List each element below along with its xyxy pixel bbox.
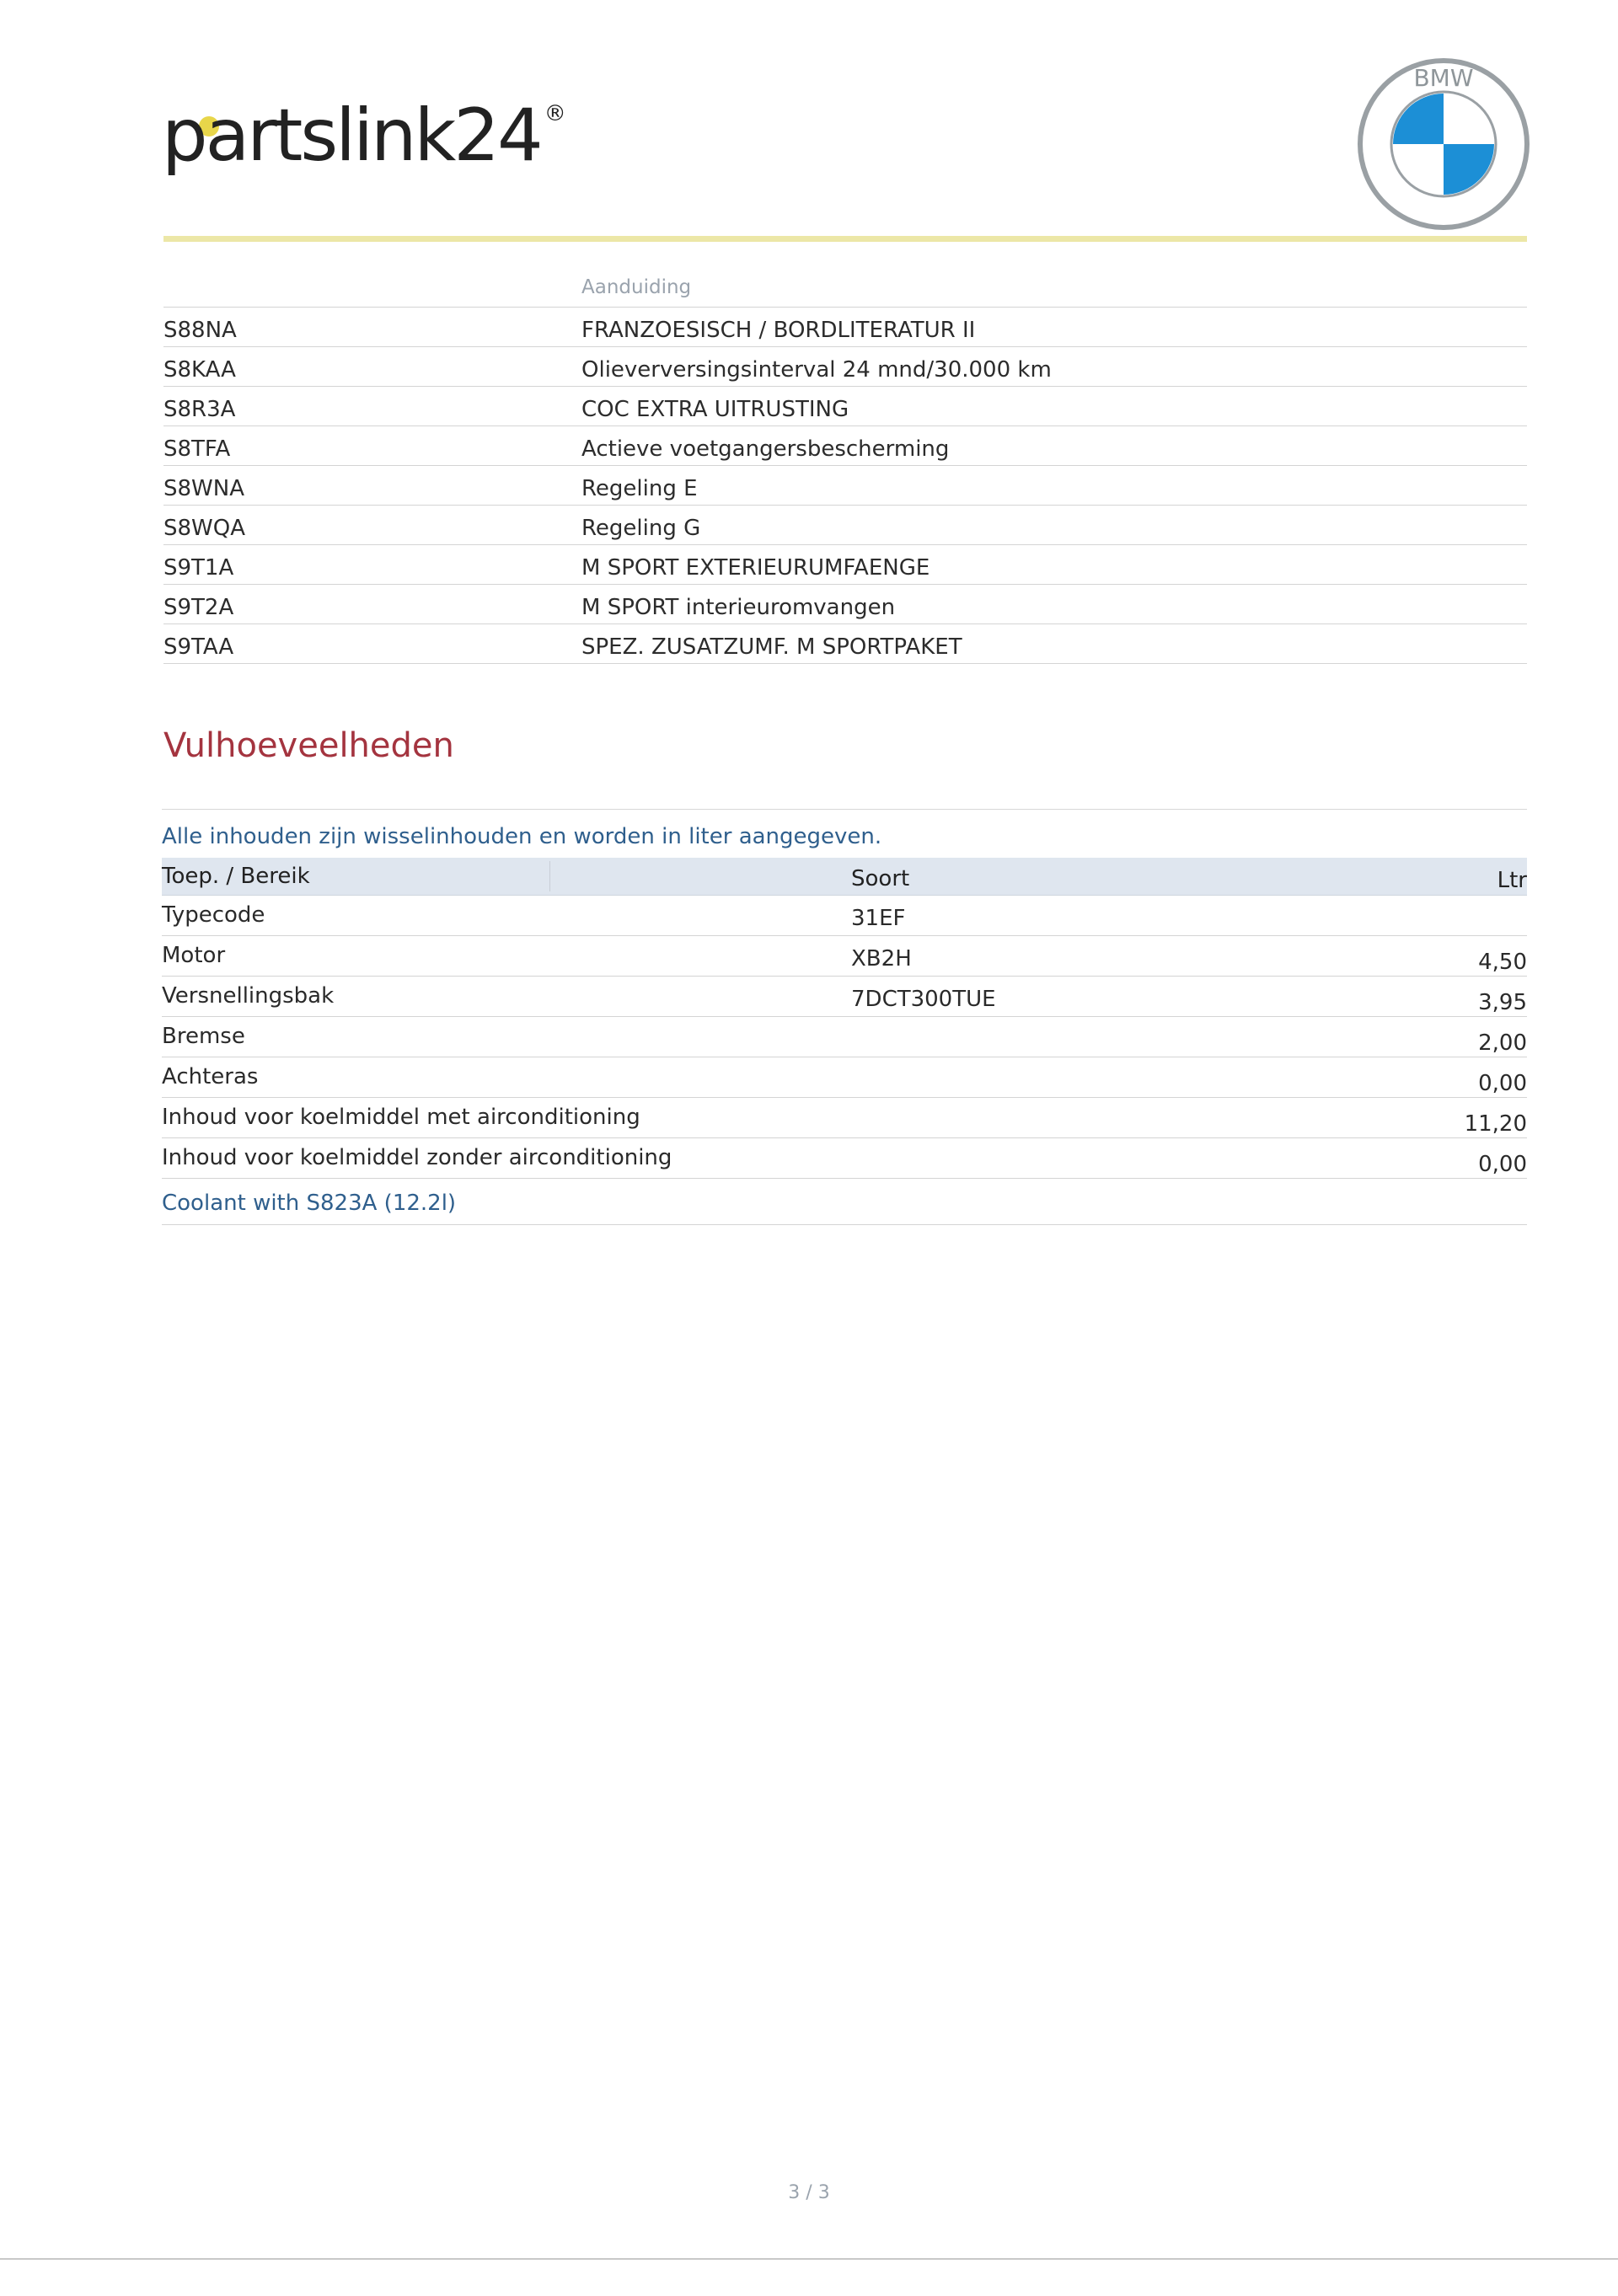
table-row (163, 624, 1527, 664)
option-description: SPEZ. ZUSATZUMF. M SPORTPAKET (581, 634, 962, 660)
bmw-logo-letters: BMW (1413, 64, 1474, 92)
fill-value: 0,00 (1478, 1152, 1527, 1177)
column-header-toepassing: Toep. / Bereik (162, 864, 310, 889)
option-description: Regeling E (581, 476, 698, 501)
table-row (163, 426, 1527, 466)
fill-name: Inhoud voor koelmiddel zonder airconditioning (162, 1145, 672, 1170)
fill-table-header (162, 858, 1527, 896)
bmw-logo (1357, 57, 1530, 231)
option-description: Regeling G (581, 516, 701, 541)
option-code: S8R3A (163, 397, 236, 422)
option-description: COC EXTRA UITRUSTING (581, 397, 849, 422)
table-row (163, 506, 1527, 545)
fill-name: Typecode (162, 902, 265, 928)
page-number: 3 / 3 (788, 2182, 830, 2203)
table-row (163, 466, 1527, 506)
fill-value: 0,00 (1478, 1071, 1527, 1096)
page-bottom-edge (0, 2258, 1618, 2260)
header-separator (549, 861, 550, 891)
table-row (162, 1138, 1527, 1179)
option-description: M SPORT EXTERIEURUMFAENGE (581, 555, 930, 581)
section-divider (162, 809, 1527, 810)
option-code: S8KAA (163, 357, 236, 383)
fill-type: 7DCT300TUE (851, 987, 996, 1012)
table-row (163, 347, 1527, 387)
logo-registered-mark: ® (544, 101, 564, 126)
coolant-footnote: Coolant with S823A (12.2l) (162, 1191, 457, 1216)
option-description: FRANZOESISCH / BORDLITERATUR II (581, 318, 976, 343)
fill-name: Motor (162, 943, 226, 968)
table-row (162, 896, 1527, 936)
header-divider (163, 236, 1527, 242)
option-code: S88NA (163, 318, 237, 343)
options-table (163, 271, 1527, 664)
option-code: S8WNA (163, 476, 244, 501)
fill-type: XB2H (851, 946, 912, 971)
table-row (162, 936, 1527, 977)
section-title-vulhoeveelheden: Vulhoeveelheden (163, 726, 454, 765)
column-header-soort: Soort (851, 866, 910, 891)
option-code: S8WQA (163, 516, 246, 541)
table-row (162, 1098, 1527, 1138)
fill-note: Alle inhouden zijn wisselinhouden en worden in liter aangegeven. (162, 824, 882, 849)
fill-name: Bremse (162, 1024, 245, 1049)
partslink-logo (162, 94, 564, 178)
table-row (163, 585, 1527, 624)
table-row (162, 1017, 1527, 1057)
option-code: S8TFA (163, 436, 231, 462)
fill-value: 11,20 (1464, 1111, 1527, 1137)
option-description: Actieve voetgangersbescherming (581, 436, 950, 462)
fill-type: 31EF (851, 906, 906, 931)
fill-value: 4,50 (1478, 950, 1527, 975)
column-header-ltr: Ltr (1497, 868, 1527, 893)
options-table-header (163, 271, 1527, 308)
fill-value: 2,00 (1478, 1030, 1527, 1056)
option-code: S9T1A (163, 555, 234, 581)
option-code: S9T2A (163, 595, 234, 620)
option-description: Olieverversingsinterval 24 mnd/30.000 km (581, 357, 1052, 383)
fill-quantities-table (162, 858, 1527, 1225)
table-row (162, 977, 1527, 1017)
fill-footnote-row (162, 1179, 1527, 1225)
option-code: S9TAA (163, 634, 234, 660)
option-description: M SPORT interieuromvangen (581, 595, 896, 620)
fill-value: 3,95 (1478, 990, 1527, 1015)
table-row (163, 545, 1527, 585)
logo-text: partslink24 (162, 94, 541, 178)
table-row (163, 387, 1527, 426)
fill-name: Versnellingsbak (162, 983, 335, 1009)
fill-name: Inhoud voor koelmiddel met airconditioning (162, 1105, 640, 1130)
table-row (162, 1057, 1527, 1098)
column-header-aanduiding: Aanduiding (581, 276, 692, 298)
table-row (163, 308, 1527, 347)
fill-name: Achteras (162, 1064, 259, 1089)
